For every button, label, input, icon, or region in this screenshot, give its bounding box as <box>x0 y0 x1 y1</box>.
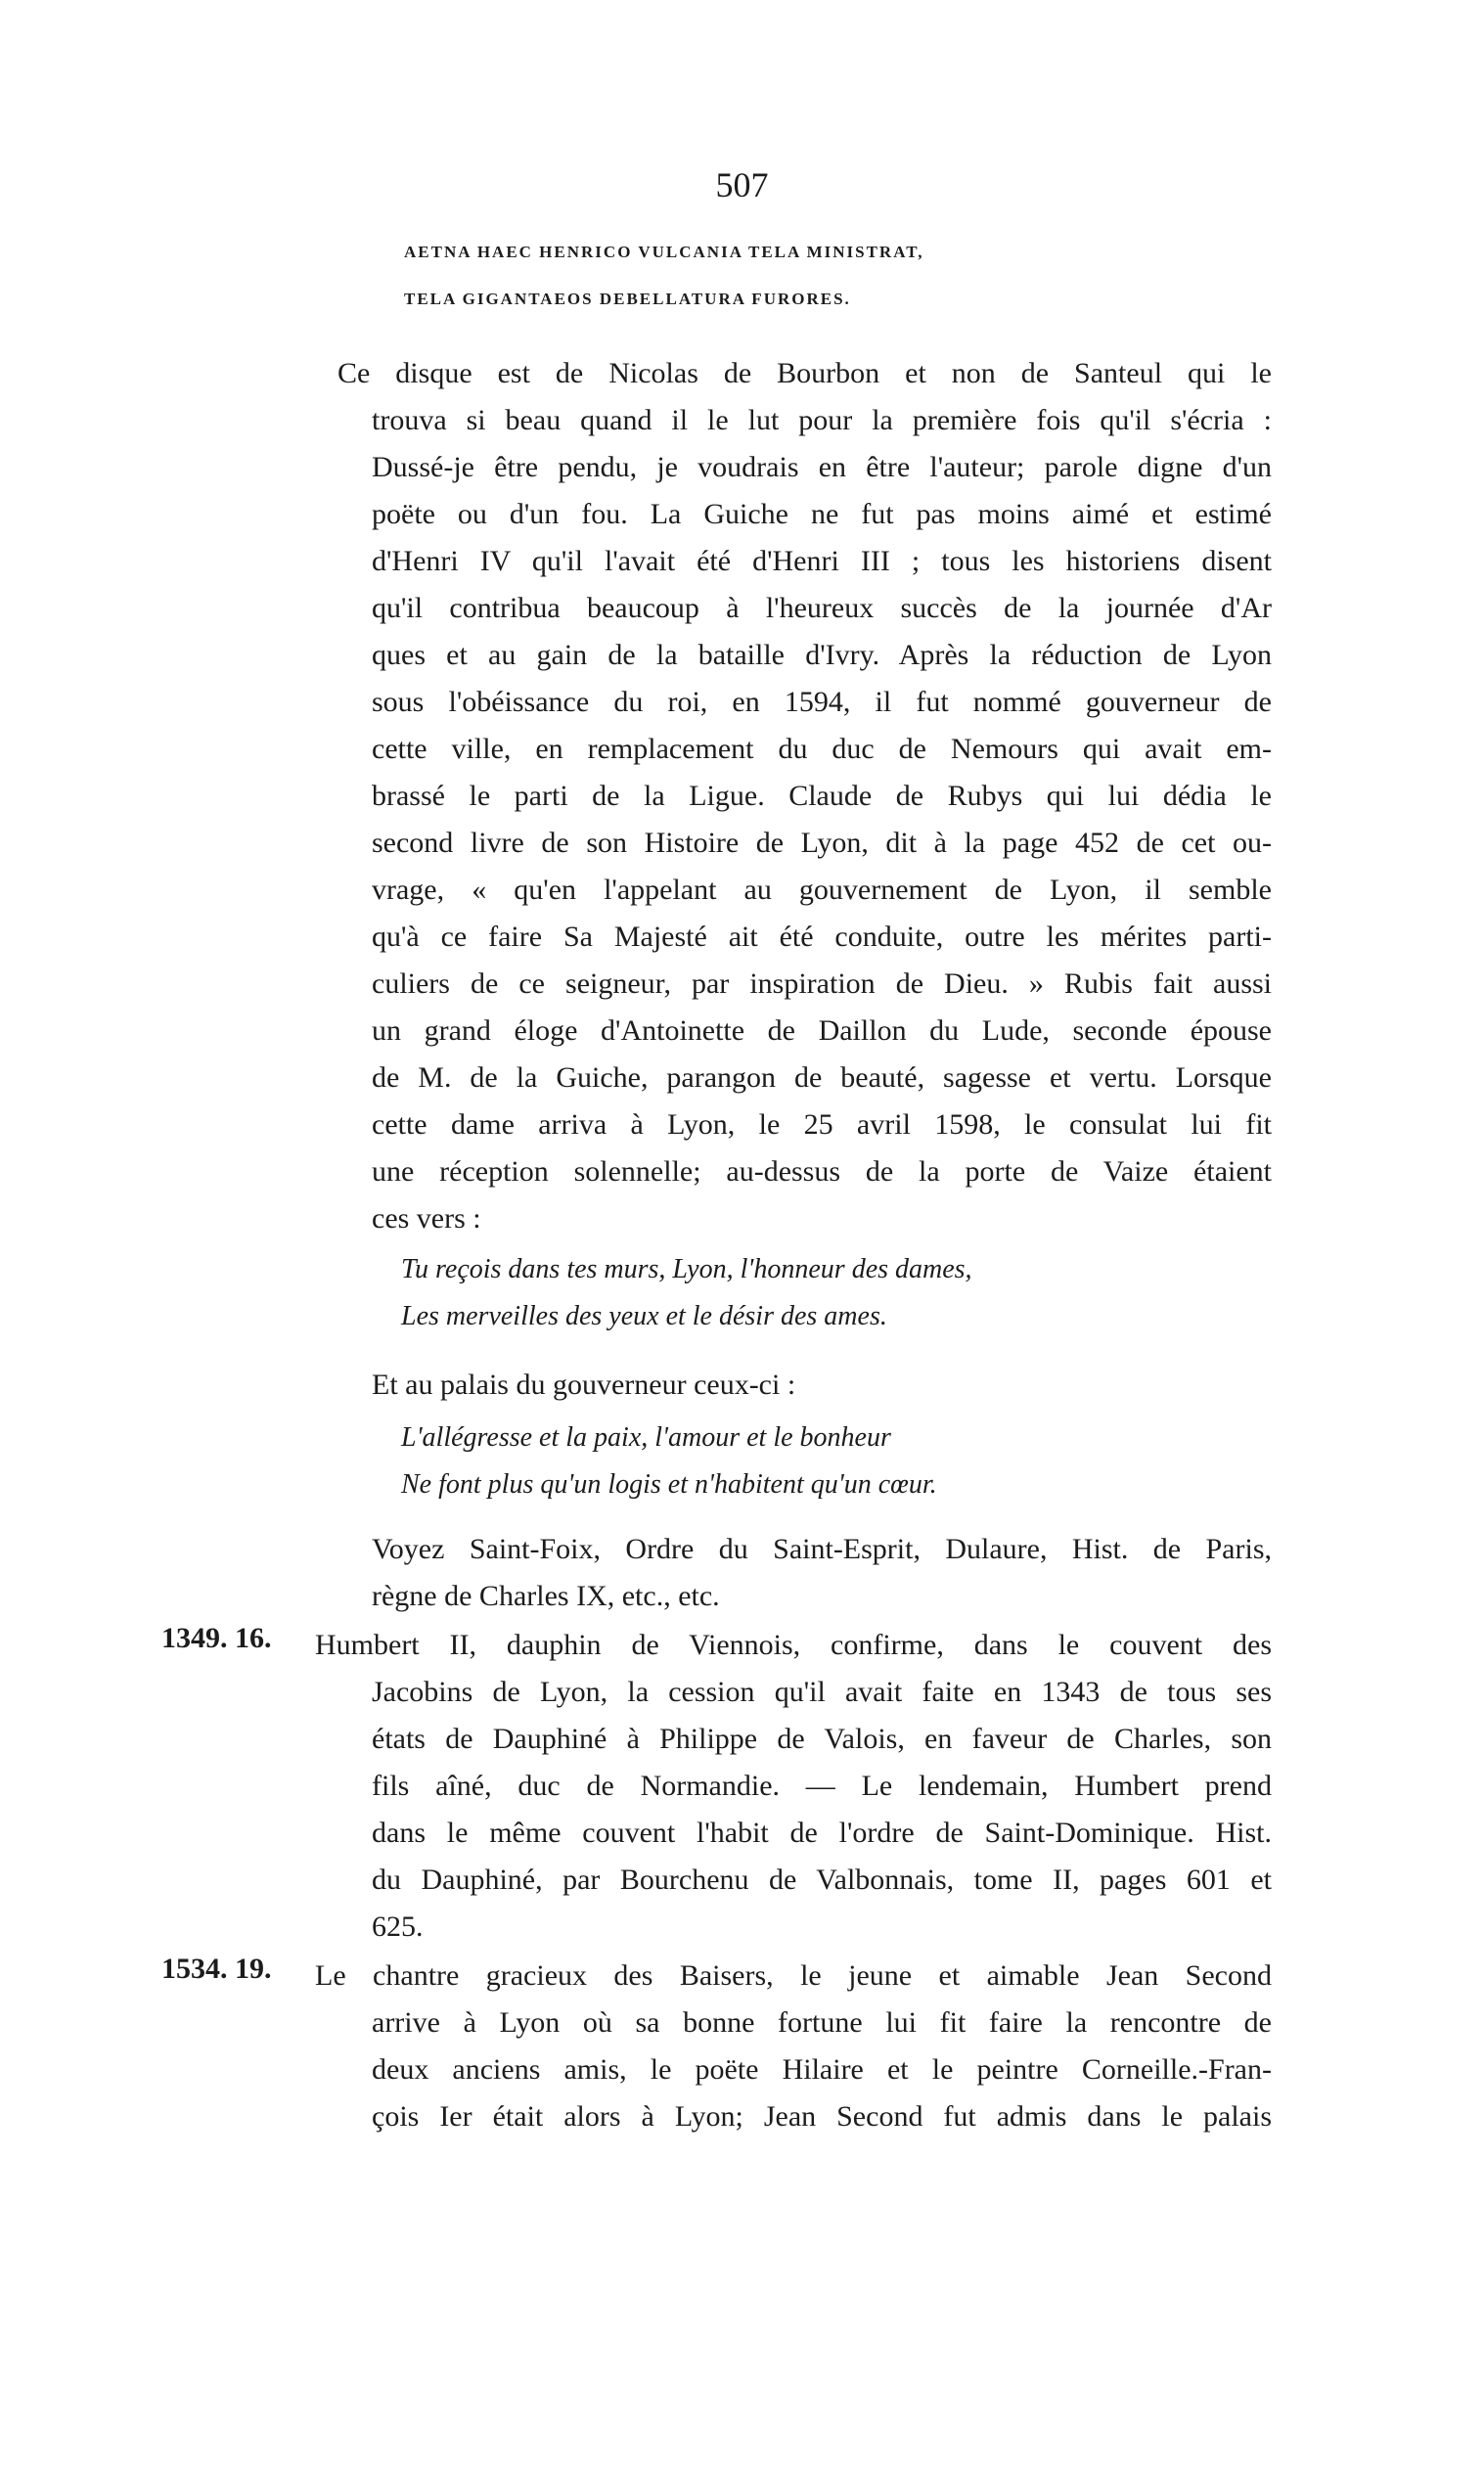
text-line: arrive à Lyon où sa bonne fortune lui fit faire la rencontre de <box>372 2006 1272 2039</box>
text-line: 625. <box>372 1910 424 1943</box>
inscription-line: TELA GIGANTAEOS DEBELLATURA FURORES. <box>404 290 851 308</box>
text-line: du Dauphiné, par Bourchenu de Valbonnais, tome II, pages 601 et <box>372 1864 1272 1896</box>
text-line: Et au palais du gouverneur ceux-ci : <box>372 1369 796 1401</box>
text-line: brassé le parti de la Ligue. Claude de Rubys qui lui dédia le <box>372 780 1272 812</box>
text-line: fils aîné, duc de Normandie. — Le lendemain, Humbert prend <box>372 1770 1272 1802</box>
entry-date: 1349. 16. <box>161 1622 272 1654</box>
text-line: Voyez Saint-Foix, Ordre du Saint-Esprit, Dulaure, Hist. de Paris, <box>372 1533 1272 1565</box>
verse-line: Ne font plus qu'un logis et n'habitent qu'un cœur. <box>401 1469 937 1500</box>
text-line: Humbert II, dauphin de Viennois, confirme, dans le couvent des <box>315 1629 1272 1661</box>
text-line: Jacobins de Lyon, la cession qu'il avait faite en 1343 de tous ses <box>372 1676 1272 1708</box>
entry-date: 1534. 19. <box>161 1953 272 1985</box>
verse-line: Les merveilles des yeux et le désir des ames. <box>401 1301 887 1331</box>
text-line: Le chantre gracieux des Baisers, le jeune et aimable Jean Second <box>315 1959 1272 1992</box>
text-line: poëte ou d'un fou. La Guiche ne fut pas moins aimé et estimé <box>372 498 1272 530</box>
text-line: de M. de la Guiche, parangon de beauté, sagesse et vertu. Lorsque <box>372 1061 1272 1094</box>
page-number: 507 <box>715 165 769 204</box>
text-line: ques et au gain de la bataille d'Ivry. Après la réduction de Lyon <box>372 639 1272 671</box>
verse-line: Tu reçois dans tes murs, Lyon, l'honneur des dames, <box>401 1254 972 1284</box>
text-line: cette ville, en remplacement du duc de Nemours qui avait em- <box>372 733 1272 765</box>
text-line: qu'à ce faire Sa Majesté ait été conduite, outre les mérites parti- <box>372 921 1272 953</box>
text-line: une réception solennelle; au-dessus de la porte de Vaize étaient <box>372 1155 1272 1188</box>
text-line: Ce disque est de Nicolas de Bourbon et non de Santeul qui le <box>337 357 1272 389</box>
text-line: états de Dauphiné à Philippe de Valois, en faveur de Charles, son <box>372 1723 1272 1755</box>
text-line: trouva si beau quand il le lut pour la première fois qu'il s'écria : <box>372 404 1272 436</box>
verse-line: L'allégresse et la paix, l'amour et le bonheur <box>401 1422 891 1453</box>
text-line: culiers de ce seigneur, par inspiration de Dieu. » Rubis fait aussi <box>372 967 1272 1000</box>
text-line: règne de Charles IX, etc., etc. <box>372 1580 720 1612</box>
text-line: qu'il contribua beaucoup à l'heureux succès de la journée d'Ar <box>372 592 1272 624</box>
text-line: Dussé-je être pendu, je voudrais en être l'auteur; parole digne d'un <box>372 451 1272 483</box>
text-line: çois Ier était alors à Lyon; Jean Second fut admis dans le palais <box>372 2100 1272 2133</box>
inscription-line: AETNA HAEC HENRICO VULCANIA TELA MINISTRAT, <box>404 243 924 261</box>
text-line: ces vers : <box>372 1202 481 1235</box>
text-line: un grand éloge d'Antoinette de Daillon du Lude, seconde épouse <box>372 1014 1272 1047</box>
text-line: dans le même couvent l'habit de l'ordre de Saint-Dominique. Hist. <box>372 1817 1272 1849</box>
text-line: vrage, « qu'en l'appelant au gouvernement de Lyon, il semble <box>372 874 1272 906</box>
text-line: deux anciens amis, le poëte Hilaire et le peintre Corneille.-Fran- <box>372 2053 1272 2086</box>
text-line: sous l'obéissance du roi, en 1594, il fut nommé gouverneur de <box>372 686 1272 718</box>
text-line: second livre de son Histoire de Lyon, dit à la page 452 de cet ou- <box>372 827 1272 859</box>
text-line: cette dame arriva à Lyon, le 25 avril 1598, le consulat lui fit <box>372 1108 1272 1141</box>
text-line: d'Henri IV qu'il l'avait été d'Henri III ; tous les historiens disent <box>372 545 1272 577</box>
